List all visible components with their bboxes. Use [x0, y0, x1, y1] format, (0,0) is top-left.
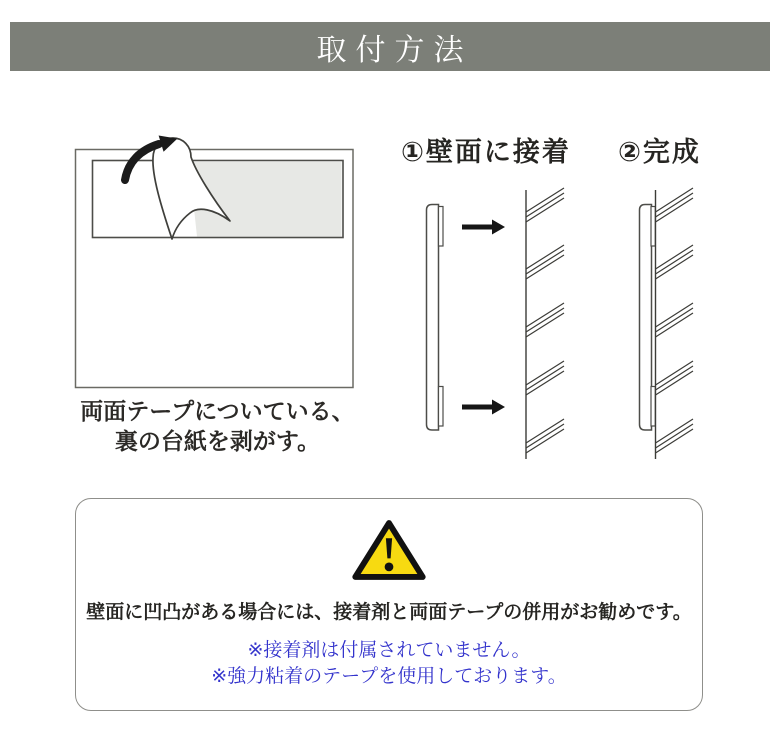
wall-hatching [656, 188, 694, 453]
step2-label: ②完成 [618, 137, 701, 168]
notice-box [75, 498, 703, 711]
warning-triangle-icon [348, 518, 430, 582]
peel-caption-line2: 裏の台紙を剥がす。 [114, 429, 321, 455]
page-title: 取付方法 [316, 32, 473, 68]
step1-label: ①壁面に接着 [401, 137, 571, 168]
right-arrow-icon [462, 400, 505, 415]
notice-note-1: ※接着剤は付属されていません。 [247, 639, 531, 661]
tape-strip-bottom [439, 387, 444, 427]
wall-hatching [526, 188, 564, 453]
peel-diagram [76, 130, 354, 387]
right-arrow-icon [462, 220, 505, 235]
completed-diagram [640, 188, 694, 459]
tape-strip-top [651, 207, 655, 247]
panel-side-view [427, 205, 439, 431]
peel-caption-line1: 両面テープについている、 [80, 399, 355, 425]
panel-side-view [640, 205, 652, 431]
notice-note-2: ※強力粘着のテープを使用しております。 [211, 665, 567, 687]
notice-main-text: 壁面に凹凸がある場合には、接着剤と両面テープの併用がお勧めです。 [86, 601, 692, 623]
attach-diagram [427, 188, 565, 459]
notice-notes [76, 637, 702, 689]
peel-caption [70, 397, 365, 457]
tape-strip-bottom [651, 387, 655, 427]
tape-strip-top [439, 207, 444, 247]
